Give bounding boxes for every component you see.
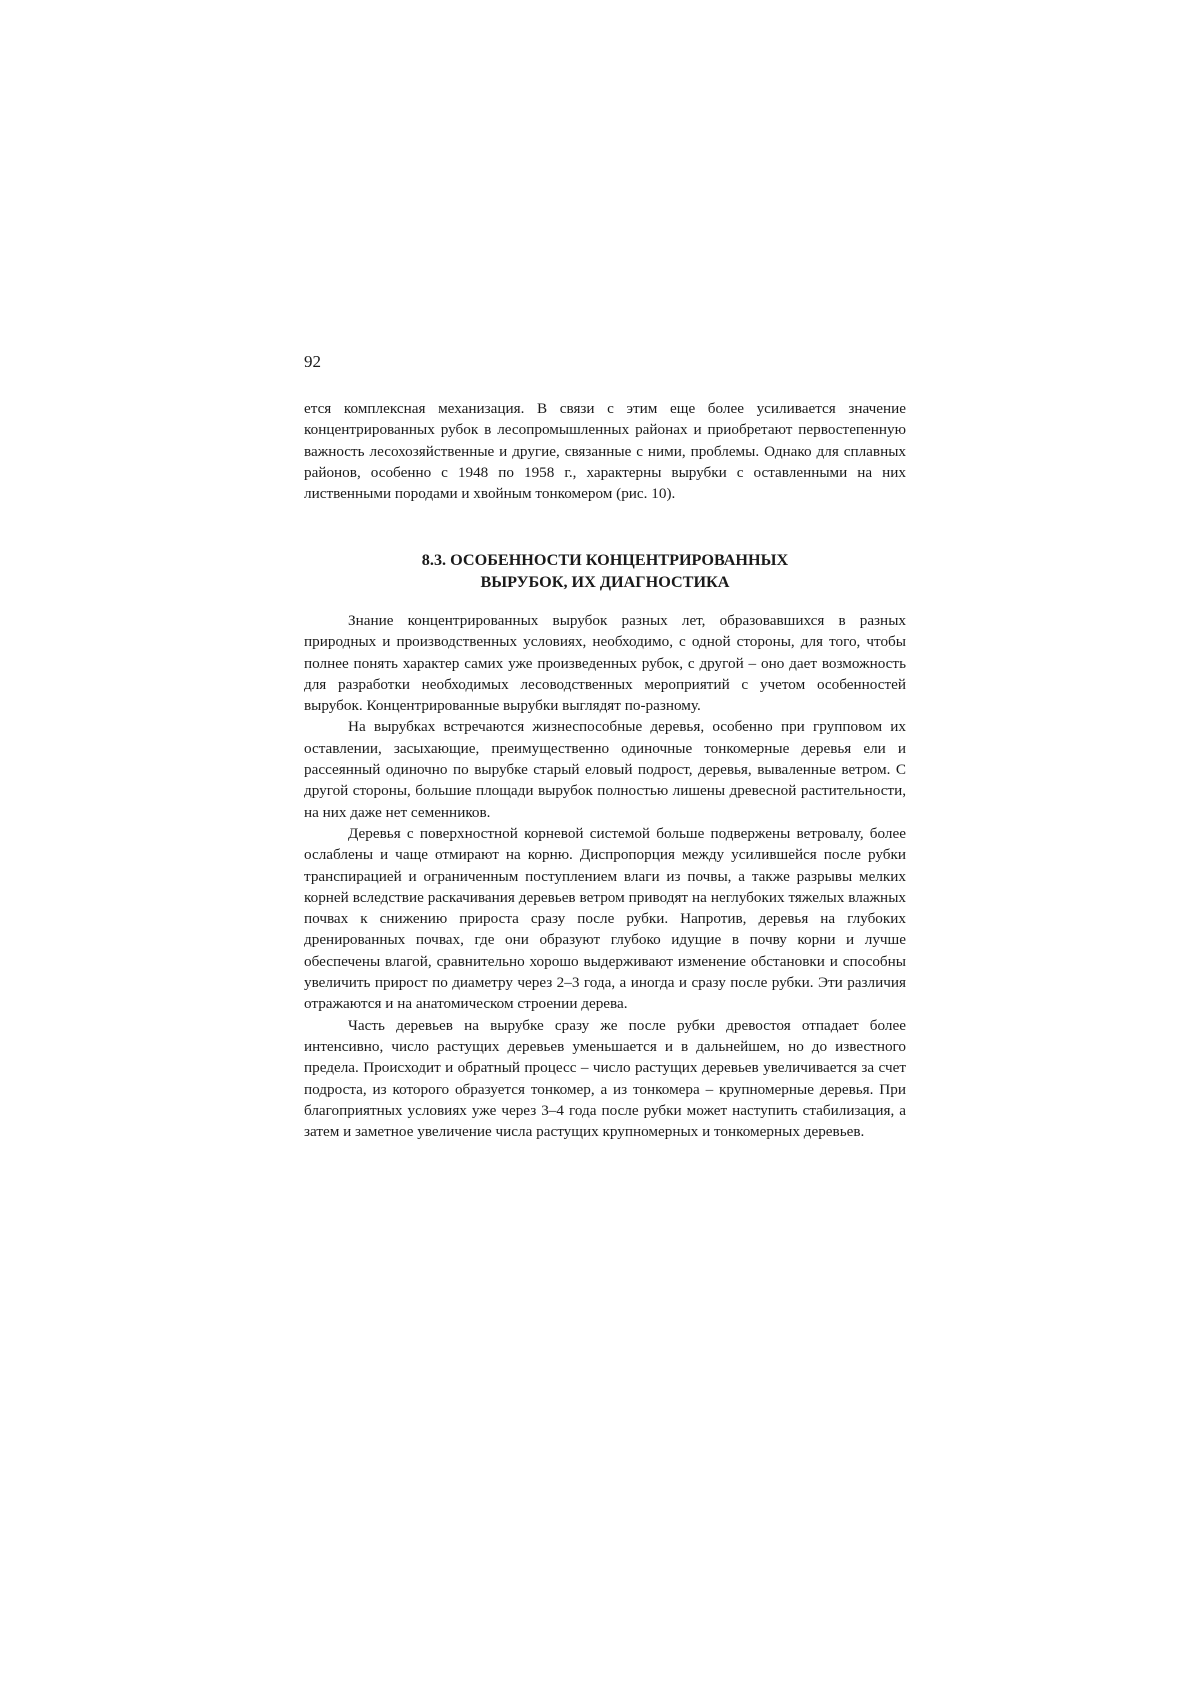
section-body — [304, 610, 906, 1142]
body-paragraph-3: Деревья с поверхностной корневой системой больше подвержены ветровалу, более ослаблены и чаще отмирают на корню. Диспропорция между усилившейся после рубки транспирацией и ограниченным поступлением влаги из почвы, а также разрывы мелких корней вследствие раскачивания деревьев ветром приводят на неглубоких тяжелых влажных почвах к снижению прироста сразу после рубки. Напротив, деревья на глубоких дренированных почвах, где они образуют глубоко идущие в почву корни и лучше обеспечены влагой, сравнительно хорошо выдерживают изменение обстановки и способны увеличить прирост по диаметру через 2–3 года, а иногда и сразу после рубки. Эти различия отражаются и на анатомическом строении дерева. — [304, 824, 906, 1013]
body-paragraph-2: На вырубках встречаются жизнеспособные деревья, особенно при групповом их оставлении, засыхающие, преимущественно одиночные тонкомерные деревья ели и рассеянный одиночно по вырубке старый еловый подрост, деревья, вываленные ветром. С другой стороны, большие площади вырубок полностью лишены древесной растительности, на них даже нет семенников. — [304, 718, 906, 821]
section-heading — [304, 550, 906, 593]
page-number: 92 — [304, 352, 321, 371]
body-paragraph-1: Знание концентрированных вырубок разных лет, образовавшихся в разных природных и производственных условиях, необходимо, с одной стороны, для того, чтобы полнее понять характер самих уже произведенных рубок, с другой – оно дает возможность для разработки необходимых лесоводственных мероприятий с учетом особенностей вырубок. Концентрированные вырубки выглядят по-разному. — [304, 612, 906, 715]
section-heading-line-2: ВЫРУБОК, ИХ ДИАГНОСТИКА — [480, 572, 730, 591]
intro-paragraph: ется комплексная механизация. В связи с этим еще более усиливается значение концентрированных рубок в лесопромышленных районах и приобретают первостепенную важность лесохозяйственные и другие, связанные с ними, проблемы. Однако для сплавных районов, особенно с 1948 по 1958 г., характерны вырубки с оставленными на них лиственными породами и хвойным тонкомером (рис. 10). — [304, 400, 906, 503]
section-heading-line-1: 8.3. ОСОБЕННОСТИ КОНЦЕНТРИРОВАННЫХ — [421, 551, 789, 569]
body-paragraph-4: Часть деревьев на вырубке сразу же после рубки древостоя отпадает более интенсивно, число растущих деревьев уменьшается и в дальнейшем, но до известного предела. Происходит и обратный процесс – число растущих деревьев увеличивается за счет подроста, из которого образуется тонкомер, а из тонкомера – крупномерные деревья. При благоприятных условиях уже через 3–4 года после рубки может наступить стабилизация, а затем и заметное увеличение числа растущих крупномерных и тонкомерных деревьев. — [304, 1016, 906, 1141]
intro-paragraph-block — [304, 398, 906, 504]
